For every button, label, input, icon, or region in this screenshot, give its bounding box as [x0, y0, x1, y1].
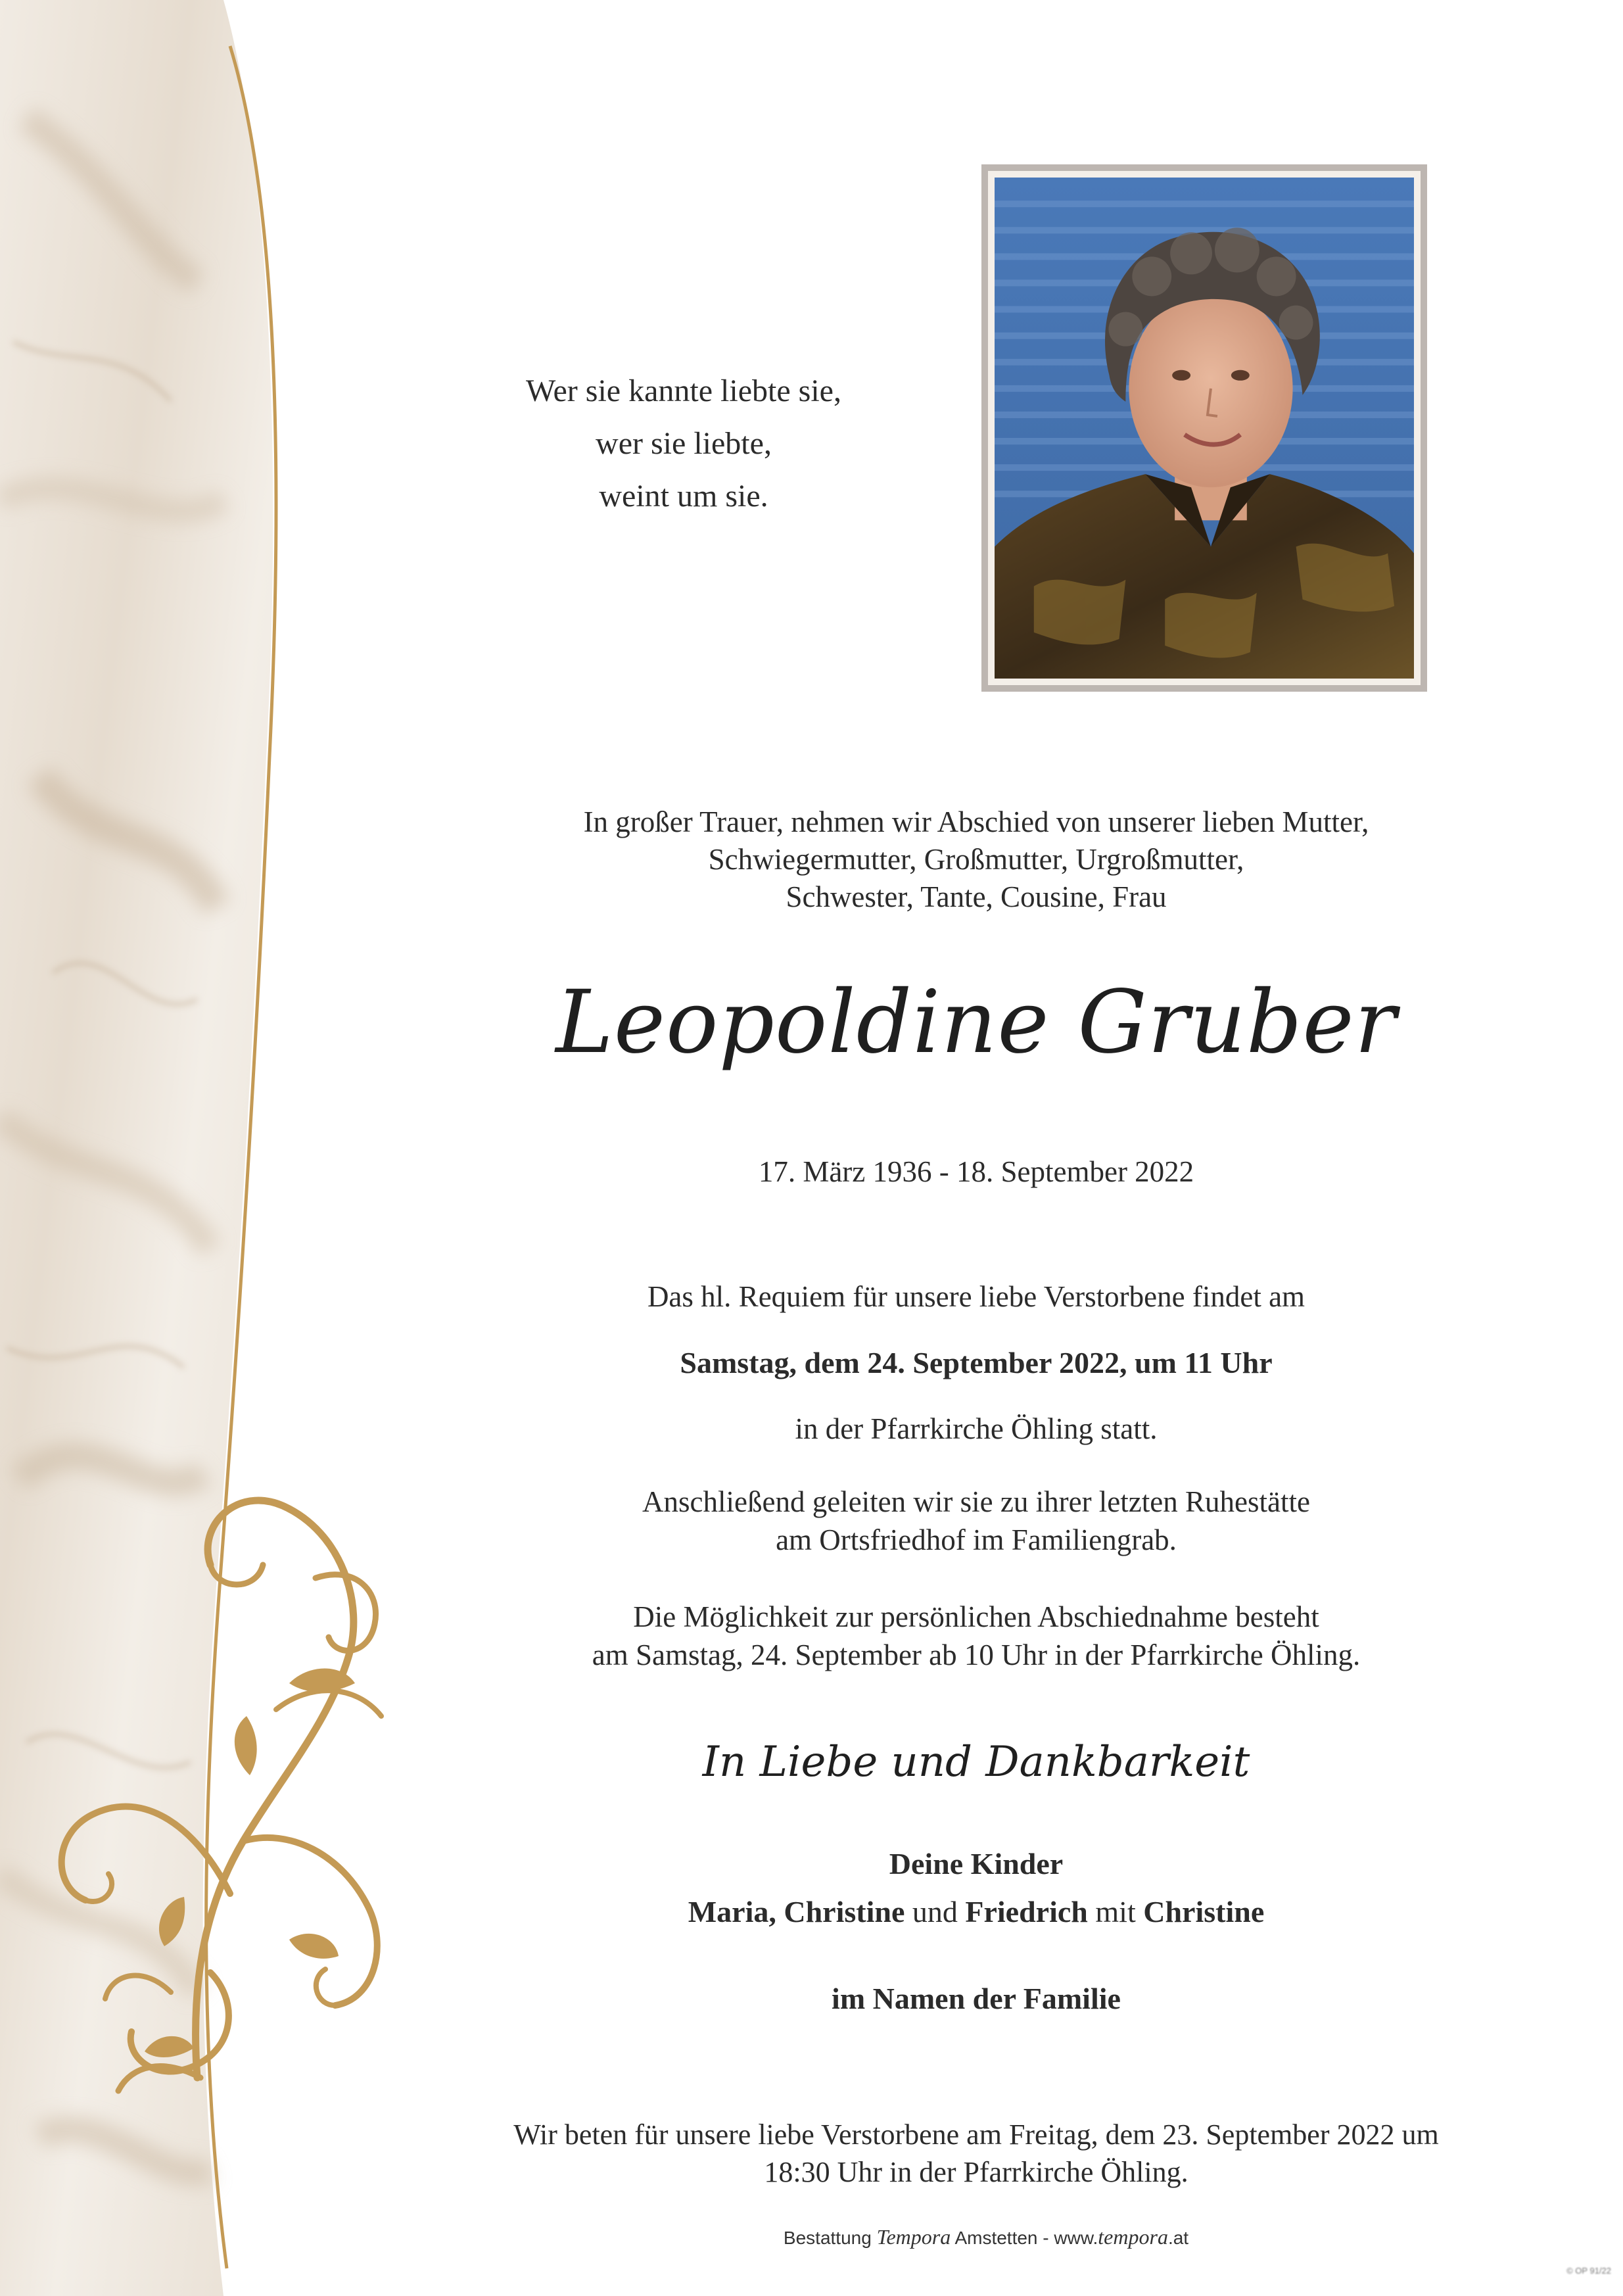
intro-line: Schwiegermutter, Großmutter, Urgroßmutter, — [708, 843, 1244, 876]
requiem-place: in der Pfarrkirche Öhling statt. — [795, 1412, 1158, 1445]
intro-line: Schwester, Tante, Cousine, Frau — [786, 880, 1167, 913]
life-dates: 17. März 1936 - 18. September 2022 — [758, 1155, 1194, 1188]
intro-line: In großer Trauer, nehmen wir Abschied von unserer lieben Mutter, — [583, 805, 1369, 838]
footer-url-brand: tempora — [1098, 2225, 1168, 2249]
footer-tld: .at — [1167, 2228, 1189, 2248]
footer-suffix: Amstetten - www. — [951, 2228, 1098, 2248]
prayer-info — [460, 2116, 1492, 2191]
requiem-lead: Das hl. Requiem für unsere liebe Verstorbene findet am — [647, 1280, 1305, 1313]
prayer-line: Wir beten für unsere liebe Verstorbene am Freitag, dem 23. September 2022 um — [513, 2118, 1439, 2151]
burial-line: Anschließend geleiten wir sie zu ihrer letzten Ruhestätte — [642, 1485, 1310, 1518]
portrait-frame — [981, 164, 1427, 692]
farewell-line: am Samstag, 24. September ab 10 Uhr in der Pfarrkirche Öhling. — [592, 1638, 1361, 1671]
mourner-name: Maria, Christine — [688, 1895, 905, 1928]
funeral-home-footer — [592, 2224, 1380, 2251]
mourner-name: Christine — [1143, 1895, 1265, 1928]
conjunction: mit — [1087, 1895, 1144, 1928]
mourner-name: Friedrich — [965, 1895, 1088, 1928]
quote-line: Wer sie kannte liebte sie, — [526, 373, 841, 408]
quote-line: weint um sie. — [599, 479, 768, 514]
mourning-intro — [500, 803, 1453, 916]
footer-prefix: Bestattung — [783, 2228, 877, 2248]
burial-info — [460, 1483, 1492, 1559]
portrait-photo — [995, 178, 1414, 679]
burial-line: am Ortsfriedhof im Familiengrab. — [776, 1523, 1177, 1556]
family-line: im Namen der Familie — [832, 1982, 1121, 2015]
closing-phrase: In Liebe und Dankbarkeit — [702, 1738, 1250, 1786]
portrait-mat — [988, 171, 1421, 685]
mourners-names — [460, 1892, 1492, 1932]
prayer-line: 18:30 Uhr in der Pfarrkirche Öhling. — [764, 2156, 1188, 2188]
deceased-name: Leopoldine Gruber — [555, 972, 1397, 1073]
memorial-quote — [421, 365, 947, 523]
farewell-line: Die Möglichkeit zur persönlichen Abschiednahme besteht — [633, 1600, 1319, 1633]
footer-brand: Tempora — [876, 2225, 951, 2249]
conjunction: und — [905, 1895, 966, 1928]
farewell-info — [460, 1598, 1492, 1674]
requiem-date: Samstag, dem 24. September 2022, um 11 Uhr — [680, 1346, 1273, 1379]
quote-line: wer sie liebte, — [596, 426, 772, 461]
mourners-label: Deine Kinder — [889, 1847, 1064, 1880]
template-code: © OP 91/22 — [1566, 2266, 1611, 2276]
